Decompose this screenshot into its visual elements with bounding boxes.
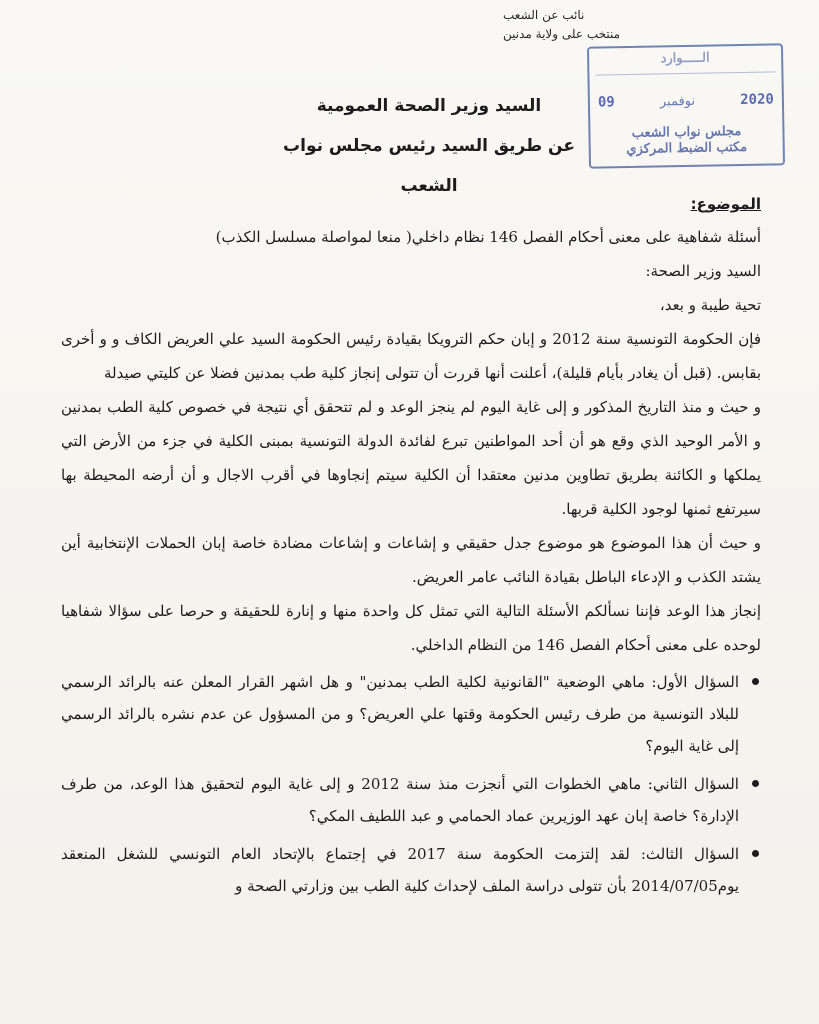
questions-list	[61, 666, 761, 902]
reception-stamp	[587, 43, 785, 168]
stamp-year: 2020	[740, 91, 775, 109]
stamp-date	[598, 85, 774, 116]
question-label: السؤال الثالث:	[640, 845, 739, 863]
bullet-icon	[752, 678, 759, 685]
stamp-header: الـــــوارد	[595, 49, 775, 75]
question-text: ماهي الوضعية "القانونية لكلية الطب بمدنين" و هل اشهر القرار المعلن عنه بالرائد الرسمي للبلاد التونسية من طرف رئيس الحكومة وقتها علي العريض؟ و من المسؤول عن عدم نشره بالرائد الرسمي إلى غاية اليوم؟	[61, 673, 739, 755]
paragraph-1: فإن الحكومة التونسية سنة 2012 و إبان حكم الترويكا بقيادة رئيس الحكومة السيد علي العريض الكاف و و أخرى بقابس. (قبل أن يغادر بأيام قليلة)، أعلنت أنها قررت أن تتولى إنجاز كلية طب بمدنين فضلا عن كليتي صيدلة	[61, 330, 761, 382]
question-label: السؤال الثاني:	[647, 775, 739, 793]
question-item	[61, 768, 739, 832]
stamp-office-line2: مكتب الضبط المركزي	[626, 139, 748, 158]
greeting: تحية طيبة و بعد،	[659, 296, 761, 314]
sender-title: نائب عن الشعب	[503, 8, 585, 22]
addressee-line1: السيد وزير الصحة العمومية	[316, 96, 542, 116]
sender-constituency: منتخب على ولاية مدنين	[503, 27, 621, 41]
subject-text: أسئلة شفاهية على معنى أحكام الفصل 146 نظام داخلي( منعا لمواصلة مسلسل الكذب)	[215, 228, 761, 246]
bullet-icon	[752, 850, 759, 857]
stamp-office	[596, 123, 777, 158]
sender-block	[503, 6, 723, 44]
stamp-day: 09	[597, 94, 615, 111]
paragraph-3: و حيث أن هذا الموضوع هو موضوع جدل حقيقي و إشاعات و إشاعات مضادة خاصة إبان الحملات الإنتخابية أين يشتد الكذب و الإدعاء الباطل بقيادة النائب عامر العريض.	[61, 534, 761, 586]
paragraph-4: إنجاز هذا الوعد فإننا نسألكم الأسئلة التالية التي تمثل كل واحدة منها و إنارة للحقيقة و حرصا على سؤالا شفاهيا لوحده على معنى أحكام الفصل 146 من النظام الداخلي.	[61, 602, 761, 654]
bullet-icon	[752, 780, 759, 787]
question-item	[61, 666, 739, 762]
paragraph-2: و حيث و منذ التاريخ المذكور و إلى غاية اليوم لم ينجز الوعد و لم تتحقق أي نتيجة في خصوص كلية الطب بمدنين و الأمر الوحيد الذي وقع هو أن أحد المواطنين تبرع لفائدة الدولة التونسية بمبنى الكلية في جزء من الأرض التي يملكها و الكائنة بطريق تطاوين مدنين معتقدا أن الكلية سيتم إنجاوها في أقرب الاجال و أن أرضه المحيطة بها سيرتفع ثمنها لوجود الكلية قربها.	[61, 398, 761, 518]
question-text: ماهي الخطوات التي أنجزت منذ سنة 2012 و إلى غاية اليوم لتحقيق هذا الوعد، من طرف الإدارة؟ خاصة إبان عهد الوزيرين عماد الحمامي و عبد اللطيف المكي؟	[61, 775, 739, 825]
stamp-office-line1: مجلس نواب الشعب	[631, 124, 742, 141]
question-label: السؤال الأول:	[651, 673, 739, 691]
question-text: لقد إلتزمت الحكومة سنة 2017 في إجتماع بالإتحاد العام التونسي للشغل المنعقد يوم2014/07/05 بأن تتولى دراسة الملف لإحداث كلية الطب بين وزارتي الصحة و	[61, 845, 739, 895]
subject-label: الموضوع:	[690, 195, 761, 213]
salutation: السيد وزير الصحة:	[645, 262, 761, 280]
stamp-month: نوفمبر	[659, 93, 696, 109]
question-item	[61, 838, 739, 902]
addressee-line2: عن طريق السيد رئيس مجلس نواب الشعب	[283, 136, 575, 196]
letter-body	[61, 188, 761, 908]
